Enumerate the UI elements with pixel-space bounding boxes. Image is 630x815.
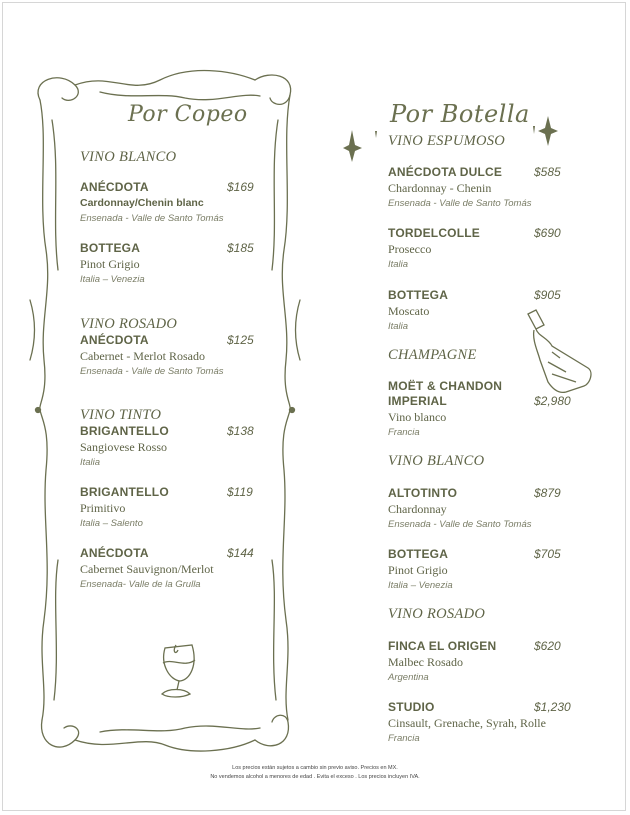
wine-name-line2: IMPERIAL	[388, 394, 447, 408]
wine-grape: Malbec Rosado	[388, 655, 463, 669]
wine-price: $585	[534, 165, 561, 179]
wine-name: ANÉCDOTA	[80, 546, 149, 560]
right-section-title: CHAMPAGNE	[388, 347, 477, 363]
left-section-title: VINO BLANCO	[80, 149, 177, 165]
wine-region: Ensenada - Valle de Santo Tomás	[388, 519, 532, 530]
wine-price: $119	[227, 485, 253, 499]
wine-price: $125	[227, 333, 254, 347]
wine-name: BOTTEGA	[388, 288, 449, 302]
left-section-title: VINO TINTO	[80, 407, 162, 423]
wine-price: $2,980	[534, 394, 571, 408]
wine-region: Ensenada- Valle de la Grulla	[80, 579, 201, 590]
list-item	[388, 486, 578, 532]
list-item	[80, 241, 255, 287]
footer-disclaimer	[0, 764, 630, 782]
wine-region: Italia – Venezia	[80, 274, 145, 285]
list-item	[80, 180, 255, 226]
wine-grape: Chardonnay - Chenin	[388, 181, 492, 195]
wine-grape: Primitivo	[80, 501, 126, 515]
wine-region: Italia	[388, 259, 409, 270]
wine-price: $879	[534, 486, 561, 500]
wine-price: $1,230	[534, 700, 571, 714]
wine-name: ANÉCDOTA DULCE	[388, 165, 503, 179]
wine-name: FINCA EL ORIGEN	[388, 639, 497, 653]
wine-grape: Vino blanco	[388, 410, 447, 424]
wine-glass-icon	[162, 645, 195, 697]
wine-grape: Chardonnay	[388, 502, 447, 516]
wine-region: Italia – Venezia	[388, 580, 453, 591]
wine-region: Francia	[388, 733, 420, 744]
wine-price: $620	[534, 639, 561, 653]
wine-price: $185	[227, 241, 254, 255]
wine-price: $705	[534, 547, 561, 561]
wine-name: TORDELCOLLE	[388, 226, 480, 240]
right-section-title: VINO BLANCO	[388, 453, 485, 469]
list-item	[80, 333, 255, 379]
wine-region: Italia	[80, 457, 101, 468]
wine-price: $144	[227, 546, 254, 560]
wine-name: ALTOTINTO	[388, 486, 458, 500]
wine-name: BOTTEGA	[80, 241, 141, 255]
wine-grape: Cinsault, Grenache, Syrah, Rolle	[388, 716, 546, 730]
wine-name: BRIGANTELLO	[80, 424, 169, 438]
footer-line-1: Los precios están sujetos a cambio sin previo aviso. Precios en MX.	[232, 765, 398, 771]
left-heading: Por Copeo	[128, 102, 248, 127]
list-item	[388, 379, 588, 440]
wine-name: BRIGANTELLO	[80, 485, 169, 499]
list-item	[80, 485, 255, 531]
wine-name: STUDIO	[388, 700, 435, 714]
wine-name: BOTTEGA	[388, 547, 449, 561]
wine-grape: Sangiovese Rosso	[80, 440, 167, 454]
wine-price: $169	[227, 180, 254, 194]
wine-region: Italia – Salento	[80, 518, 143, 529]
wine-grape: Cabernet - Merlot Rosado	[80, 349, 205, 363]
left-section-title: VINO ROSADO	[80, 316, 178, 332]
wine-region: Argentina	[388, 672, 429, 683]
list-item	[388, 700, 588, 746]
wine-grape: Cardonnay/Chenin blanc	[80, 197, 204, 209]
wine-price: $138	[227, 424, 254, 438]
wine-region: Italia	[388, 321, 409, 332]
wine-name: ANÉCDOTA	[80, 333, 149, 347]
right-section-title: VINO ESPUMOSO	[388, 133, 506, 149]
wine-region: Ensenada - Valle de Santo Tomás	[388, 198, 532, 209]
wine-grape: Moscato	[388, 304, 430, 318]
footer-line-2: No vendemos alcohol a menores de edad . Evita el exceso . Los precios incluyen IVA.	[210, 774, 420, 780]
list-item	[388, 639, 578, 685]
wine-grape: Pinot Grigio	[388, 563, 448, 577]
list-item	[80, 424, 255, 470]
list-item	[80, 546, 255, 592]
right-section-title: VINO ROSADO	[388, 606, 486, 622]
wine-grape: Prosecco	[388, 242, 432, 256]
wine-name: ANÉCDOTA	[80, 180, 149, 194]
wine-region: Ensenada - Valle de Santo Tomás	[80, 366, 224, 377]
wine-price: $690	[534, 226, 561, 240]
right-heading: Por Botella	[390, 100, 530, 128]
wine-grape: Pinot Grigio	[80, 257, 140, 271]
wine-name: MOËT & CHANDON	[388, 379, 503, 393]
list-item	[388, 547, 578, 593]
wine-region: Ensenada - Valle de Santo Tomás	[80, 213, 224, 224]
wine-region: Francia	[388, 427, 420, 438]
list-item	[388, 288, 578, 334]
list-item	[388, 226, 578, 272]
wine-price: $905	[534, 288, 561, 302]
wine-grape: Cabernet Sauvignon/Merlot	[80, 562, 214, 576]
list-item	[388, 165, 578, 211]
